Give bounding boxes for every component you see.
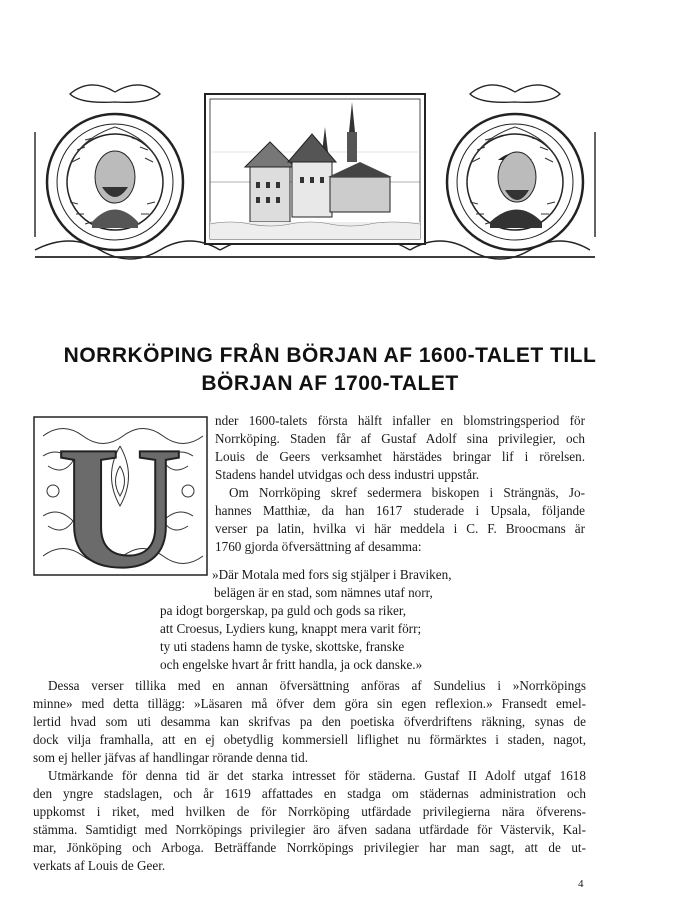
body-line: som ej heller jäfvas af handlingar rörande denna tid.	[33, 750, 308, 765]
body-line: Dessa verser tillika med en annan öfversättning anföras af Sundelius i »Norrköpings	[48, 678, 586, 693]
drop-cap-letter: U	[56, 416, 184, 576]
body-line: den yngre stadslagen, och år 1619 affattades en stadga om städernas administration och	[33, 786, 586, 801]
intro-line: hannes Matthiæ, da han 1617 studerade i Upsala, följande	[215, 503, 585, 518]
body-line: dock vilja framhalla, att en ej obetydlig kommersiell liflighet nu förmärktes i staden, nagot,	[33, 732, 586, 747]
intro-line: 1760 gjorda öfversättning af desamma:	[215, 539, 422, 554]
intro-line: Om Norrköping skref sedermera biskopen i Strängnäs, Jo-	[229, 485, 585, 500]
body-line: Utmärkande för denna tid är det starka intresset för städerna. Gustaf II Adolf utgaf 1618	[48, 768, 586, 783]
verse-line: »Där Motala med fors sig stjälper i Braviken,	[212, 567, 452, 582]
intro-line: nder 1600-talets första hälft infaller en blomstringsperiod för	[215, 413, 585, 428]
left-portrait-medallion	[47, 85, 183, 250]
header-illustration	[30, 72, 600, 277]
intro-line: Stadens handel utvidgas och dess industri uppstår.	[215, 467, 480, 482]
body-line: stämma. Samtidigt med Norrköpings privilegier äro äfven sadana utfärdade för Västervik, Kal-	[33, 822, 586, 837]
verse-line: belägen är en stad, som nämnes utaf norr,	[214, 585, 433, 600]
drop-cap-ornament	[33, 416, 208, 576]
page-number: 4	[578, 878, 584, 890]
body-line: lertid hvad som uti desamma kan skrifvas pa den poetiska öfverdriftens räkning, synas de	[33, 714, 586, 729]
body-line: uppkomst i riket, med hvilken de för Norrköping utfärdade privilegierna nära öfverens-	[33, 804, 586, 819]
verse-line: ty uti stadens hamn de tyske, skottske, franske	[160, 639, 405, 654]
intro-line: Norrköping. Staden får af Gustaf Adolf sina privilegier, och	[215, 431, 585, 446]
verse-line: och engelske hvart år fritt handla, ja ock danske.»	[160, 657, 423, 672]
body-line: verkats af Louis de Geer.	[33, 858, 166, 873]
verse-line: pa idogt borgerskap, pa guld och gods sa riker,	[160, 603, 407, 618]
right-portrait-medallion	[447, 85, 583, 250]
intro-line: verser pa latin, hvilka vi här meddela i C. F. Broocmans är	[215, 521, 585, 536]
page-title-line-1: NORRKÖPING FRÅN BÖRJAN AF 1600-TALET TILL	[63, 344, 597, 367]
intro-line: Louis de Geers verksamhet härstädes bringar lif i rörelsen.	[215, 449, 585, 464]
body-line: minne» med detta tillägg: »Läsaren må öfver dem göra sin egen reflexion.» Fransedt emel-	[33, 696, 586, 711]
drop-cap-initial	[33, 416, 208, 576]
page-title-line-2: BÖRJAN AF 1700-TALET	[201, 372, 459, 395]
verse-line: att Croesus, Lydiers kung, knappt mera varit förr;	[160, 621, 422, 636]
body-line: mar, Jönköping och Arboga. Beträffande Norrköpings privilegier har man sagt, att de ut-	[33, 840, 586, 855]
town-view	[205, 94, 425, 244]
